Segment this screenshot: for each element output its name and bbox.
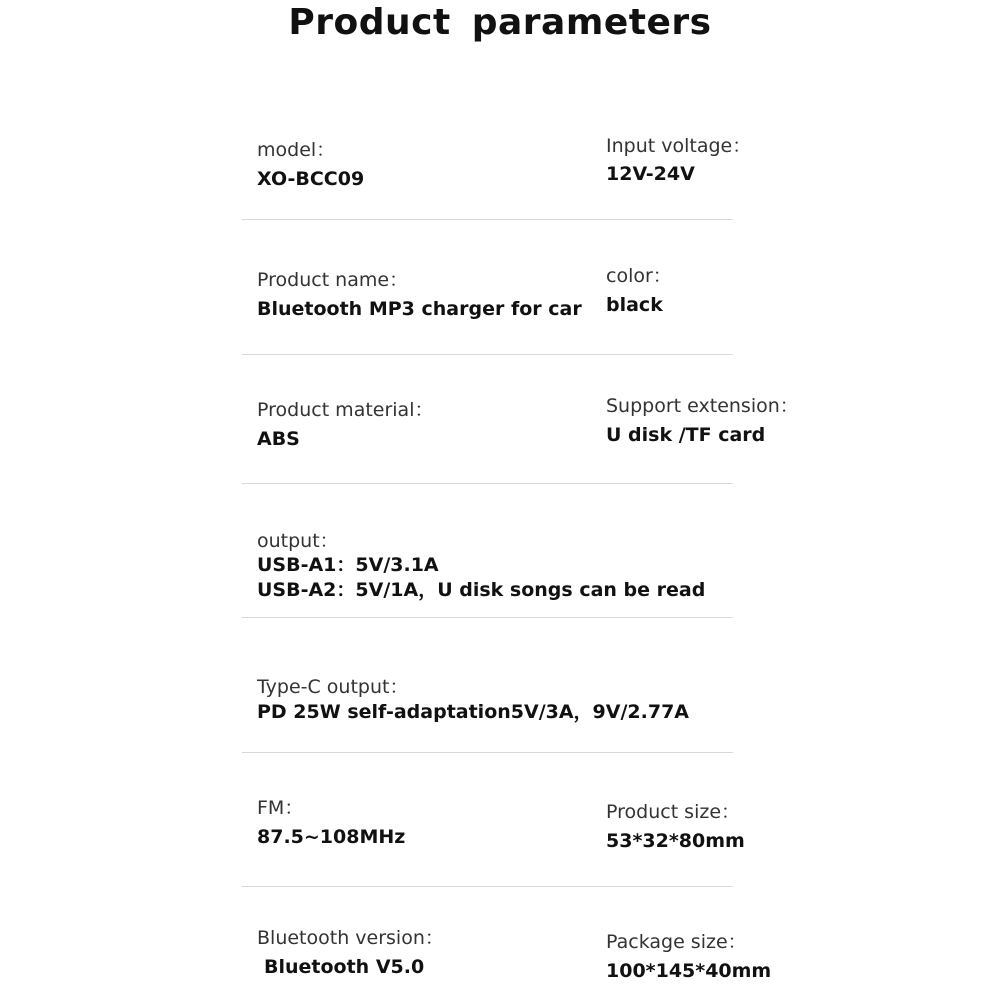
support-extension-value: U disk /TF card — [606, 424, 766, 446]
support-extension-label: Support extension： — [606, 395, 799, 417]
type-c-output-label: Type-C output： — [257, 676, 409, 698]
bluetooth-version-label: Bluetooth version： — [257, 927, 444, 949]
output-usb-a2-value: USB-A2：5V/1A，U disk songs can be read — [257, 579, 706, 601]
input-voltage-value: 12V-24V — [606, 163, 695, 185]
color-label: color： — [606, 265, 672, 287]
package-size-value: 100*145*40mm — [606, 960, 772, 982]
divider — [242, 219, 733, 220]
color-value: black — [606, 294, 663, 316]
divider — [242, 752, 733, 753]
output-label: output： — [257, 530, 339, 552]
type-c-output-value: PD 25W self-adaptation5V/3A，9V/2.77A — [257, 701, 690, 723]
fm-value: 87.5~108MHz — [257, 826, 406, 848]
input-voltage-label: Input voltage： — [606, 135, 752, 157]
product-size-value: 53*32*80mm — [606, 830, 745, 852]
divider — [242, 886, 733, 887]
fm-label: FM： — [257, 797, 304, 819]
product-size-label: Product size： — [606, 801, 741, 823]
product-material-value: ABS — [257, 428, 300, 450]
divider — [242, 483, 733, 484]
divider — [242, 354, 733, 355]
divider — [242, 617, 733, 618]
page-title: Product parameters — [288, 2, 712, 43]
product-material-label: Product material： — [257, 399, 434, 421]
product-name-label: Product name： — [257, 269, 409, 291]
package-size-label: Package size： — [606, 931, 747, 953]
model-label: model： — [257, 139, 336, 161]
model-value: XO-BCC09 — [257, 168, 365, 190]
bluetooth-version-value: Bluetooth V5.0 — [264, 956, 425, 978]
output-usb-a1-value: USB-A1：5V/3.1A — [257, 554, 439, 576]
product-name-value: Bluetooth MP3 charger for car — [257, 298, 582, 320]
